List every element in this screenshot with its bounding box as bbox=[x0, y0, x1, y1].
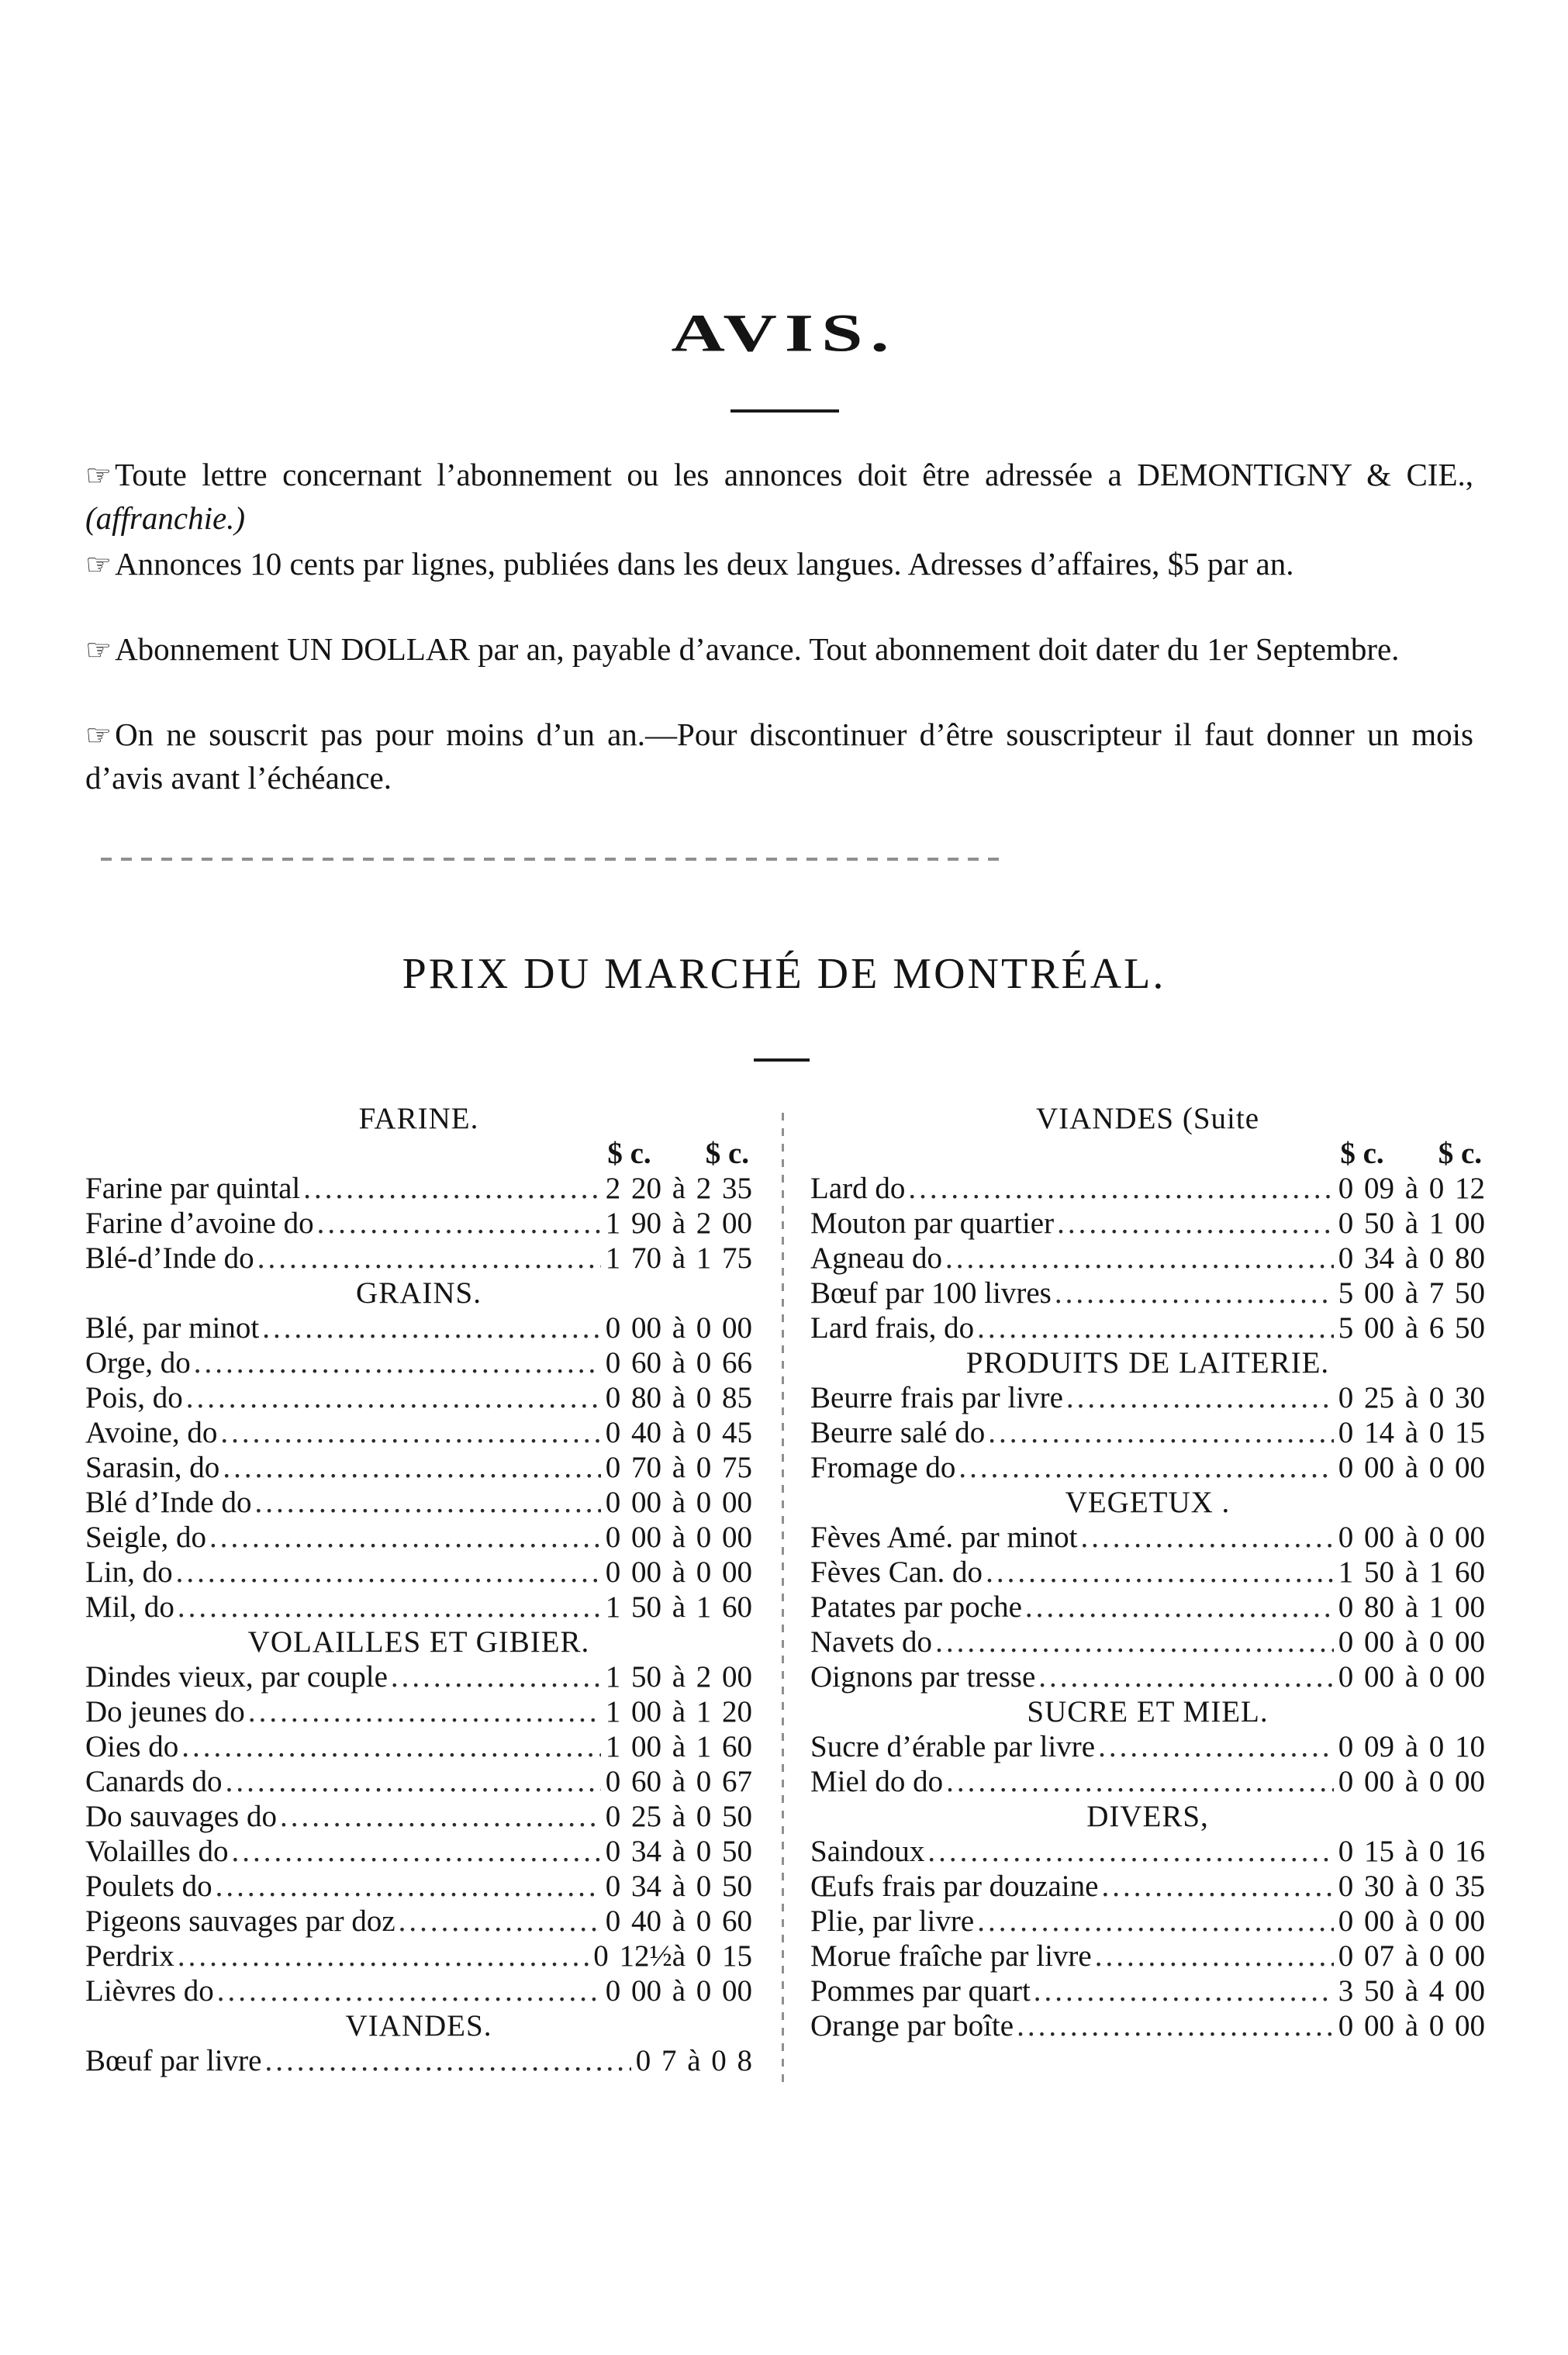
price-row bbox=[810, 1310, 1485, 1345]
item-label: Fromage do bbox=[810, 1451, 956, 1484]
dot-leader bbox=[986, 1555, 1334, 1590]
item-label: Farine par quintal bbox=[85, 1172, 301, 1205]
dot-leader bbox=[217, 1973, 601, 2008]
item-label: Seigle, do bbox=[85, 1521, 206, 1554]
dot-leader bbox=[1066, 1380, 1334, 1415]
price-row bbox=[85, 1694, 752, 1729]
price-row bbox=[810, 1764, 1485, 1799]
item-label: Canards do bbox=[85, 1765, 223, 1798]
item-label: Sucre d’érable par livre bbox=[810, 1730, 1096, 1763]
dot-leader bbox=[1101, 1869, 1333, 1904]
dot-leader bbox=[178, 1939, 589, 1973]
dot-leader bbox=[977, 1904, 1334, 1939]
dot-leader bbox=[1038, 1659, 1333, 1694]
item-price: 0 07 à 0 00 bbox=[1338, 1939, 1485, 1973]
price-row bbox=[85, 1415, 752, 1450]
item-price: 1 90 à 2 00 bbox=[605, 1207, 752, 1240]
dot-leader bbox=[223, 1450, 600, 1485]
price-row bbox=[85, 1764, 752, 1799]
item-price: 0 70 à 0 75 bbox=[605, 1451, 752, 1484]
price-row bbox=[85, 1904, 752, 1939]
price-row bbox=[810, 1241, 1485, 1276]
publisher-name: DEMONTIGNY & CIE., bbox=[1137, 457, 1474, 492]
price-row bbox=[810, 2008, 1485, 2043]
price-row bbox=[85, 1310, 752, 1345]
dot-leader bbox=[186, 1380, 601, 1415]
dot-leader bbox=[1025, 1590, 1334, 1625]
item-label: Dindes vieux, par couple bbox=[85, 1660, 388, 1694]
item-label: Patates par poche bbox=[810, 1590, 1022, 1624]
item-price: 5 00 à 6 50 bbox=[1338, 1311, 1485, 1345]
price-row bbox=[85, 1485, 752, 1520]
section-heading: VIANDES (Suite bbox=[1035, 1102, 1260, 1135]
item-label: Farine d’avoine do bbox=[85, 1207, 314, 1240]
section-heading: PRODUITS DE LAITERIE. bbox=[965, 1346, 1330, 1380]
item-price: 0 12½à 0 15 bbox=[593, 1939, 752, 1973]
avis-text: Annonces 10 cents par lignes, publiées dans les deux langues. Adresses d’affaires, $5 par an. bbox=[115, 546, 1294, 582]
dot-leader bbox=[1080, 1520, 1333, 1555]
section-heading: VOLAILLES ET GIBIER. bbox=[247, 1625, 590, 1659]
item-price: 0 00 à 0 00 bbox=[1338, 1451, 1485, 1484]
price-row bbox=[810, 1380, 1485, 1415]
item-price: 0 40 à 0 60 bbox=[605, 1904, 752, 1938]
item-price: 0 25 à 0 50 bbox=[605, 1800, 752, 1833]
price-row bbox=[810, 1904, 1485, 1939]
dot-leader bbox=[226, 1764, 601, 1799]
item-label: Agneau do bbox=[810, 1241, 943, 1275]
item-label: Sarasin, do bbox=[85, 1451, 220, 1484]
item-price: 0 00 à 0 00 bbox=[1338, 1765, 1485, 1798]
dot-leader bbox=[1095, 1939, 1334, 1973]
avis-paragraph-cancellation bbox=[85, 713, 1473, 799]
item-price: 1 00 à 1 60 bbox=[605, 1730, 752, 1763]
item-label: Fèves Can. do bbox=[810, 1556, 983, 1589]
price-row bbox=[85, 1973, 752, 2008]
dot-leader bbox=[908, 1171, 1333, 1206]
item-price: 0 34 à 0 50 bbox=[605, 1870, 752, 1903]
dot-leader bbox=[220, 1415, 600, 1450]
dot-leader bbox=[303, 1171, 600, 1206]
dot-leader bbox=[280, 1799, 601, 1834]
item-price: 0 34 à 0 50 bbox=[605, 1835, 752, 1868]
price-row bbox=[810, 1520, 1485, 1555]
price-row bbox=[85, 1834, 752, 1869]
dot-leader bbox=[181, 1729, 600, 1764]
price-row bbox=[810, 1276, 1485, 1310]
item-price: 0 00 à 0 00 bbox=[1338, 1625, 1485, 1659]
price-row bbox=[85, 1241, 752, 1276]
item-label: Perdrix bbox=[85, 1939, 174, 1973]
dot-leader bbox=[1057, 1206, 1334, 1241]
price-row bbox=[810, 1659, 1485, 1694]
item-label: Bœuf par livre bbox=[85, 2044, 262, 2077]
item-price: 1 50 à 1 60 bbox=[1338, 1556, 1485, 1589]
item-label: Lin, do bbox=[85, 1556, 173, 1589]
section-heading: DIVERS, bbox=[1086, 1800, 1209, 1833]
item-price: 0 25 à 0 30 bbox=[1338, 1381, 1485, 1414]
item-label: Beurre frais par livre bbox=[810, 1381, 1063, 1414]
column-separator bbox=[782, 1113, 784, 2086]
dotted-divider bbox=[101, 858, 1008, 861]
item-price: 0 34 à 0 80 bbox=[1338, 1241, 1485, 1275]
item-price: 0 00 à 0 00 bbox=[605, 1486, 752, 1519]
price-row bbox=[85, 1555, 752, 1590]
item-price: 0 00 à 0 00 bbox=[1338, 2009, 1485, 2042]
price-row bbox=[85, 1799, 752, 1834]
item-price: 0 00 à 0 00 bbox=[605, 1974, 752, 2008]
pointing-hand-icon: ☞ bbox=[85, 460, 112, 492]
dot-leader bbox=[254, 1485, 600, 1520]
item-price: 0 60 à 0 67 bbox=[605, 1765, 752, 1798]
item-label: Blé, par minot bbox=[85, 1311, 260, 1345]
price-row bbox=[85, 1520, 752, 1555]
avis-paragraph-advertising bbox=[85, 543, 1473, 586]
item-price: 0 09 à 0 12 bbox=[1338, 1172, 1485, 1205]
item-label: Navets do bbox=[810, 1625, 933, 1659]
item-price: 0 14 à 0 15 bbox=[1338, 1416, 1485, 1449]
item-price: 0 15 à 0 16 bbox=[1338, 1835, 1485, 1868]
pointing-hand-icon: ☞ bbox=[85, 720, 112, 752]
price-row bbox=[810, 1555, 1485, 1590]
dot-leader bbox=[1034, 1973, 1334, 2008]
item-price: 1 50 à 1 60 bbox=[605, 1590, 752, 1624]
item-price: 0 7 à 0 8 bbox=[635, 2044, 752, 2077]
item-price: 0 50 à 1 00 bbox=[1338, 1207, 1485, 1240]
price-row bbox=[810, 1415, 1485, 1450]
price-row bbox=[85, 1869, 752, 1904]
dot-leader bbox=[317, 1206, 601, 1241]
price-row bbox=[85, 1450, 752, 1485]
price-row bbox=[810, 1590, 1485, 1625]
price-row bbox=[85, 1380, 752, 1415]
postage-note: (affranchie.) bbox=[85, 500, 246, 536]
item-label: Pois, do bbox=[85, 1381, 183, 1414]
section-heading: GRAINS. bbox=[356, 1276, 482, 1310]
item-price: 0 00 à 0 00 bbox=[1338, 1521, 1485, 1554]
item-label: Plie, par livre bbox=[810, 1904, 975, 1938]
price-column-left bbox=[85, 1101, 752, 2078]
dot-leader bbox=[1055, 1276, 1334, 1310]
item-label: Mouton par quartier bbox=[810, 1207, 1055, 1240]
item-price: 3 50 à 4 00 bbox=[1338, 1974, 1485, 2008]
pointing-hand-icon: ☞ bbox=[85, 549, 112, 582]
item-price: 0 80 à 1 00 bbox=[1338, 1590, 1485, 1624]
dot-leader bbox=[194, 1345, 601, 1380]
item-label: Orge, do bbox=[85, 1346, 191, 1380]
avis-paragraph-subscription-letters bbox=[85, 454, 1473, 539]
item-price: 5 00 à 7 50 bbox=[1338, 1276, 1485, 1310]
title-rule bbox=[730, 409, 839, 413]
item-price: 0 30 à 0 35 bbox=[1338, 1870, 1485, 1903]
pointing-hand-icon: ☞ bbox=[85, 634, 112, 667]
price-row bbox=[810, 1450, 1485, 1485]
item-label: Fèves Amé. par minot bbox=[810, 1521, 1078, 1554]
item-label: Orange par boîte bbox=[810, 2009, 1014, 2042]
item-label: Do jeunes do bbox=[85, 1695, 245, 1728]
price-row bbox=[810, 1171, 1485, 1206]
price-row bbox=[810, 1206, 1485, 1241]
item-price: 0 80 à 0 85 bbox=[605, 1381, 752, 1414]
avis-title: AVIS. bbox=[671, 302, 897, 363]
dot-leader bbox=[988, 1415, 1333, 1450]
item-label: Bœuf par 100 livres bbox=[810, 1276, 1052, 1310]
item-price: 1 70 à 1 75 bbox=[605, 1241, 752, 1275]
item-label: Pommes par quart bbox=[810, 1974, 1031, 2008]
item-label: Œufs frais par douzaine bbox=[810, 1870, 1099, 1903]
item-label: Lard do bbox=[810, 1172, 906, 1205]
item-label: Oignons par tresse bbox=[810, 1660, 1036, 1694]
avis-text: On ne souscrit pas pour moins d’un an.—Pour discontinuer d’être souscripteur il faut donner un mois d’avis avant l’échéance. bbox=[85, 717, 1473, 796]
item-price: 0 09 à 0 10 bbox=[1338, 1730, 1485, 1763]
item-label: Oies do bbox=[85, 1730, 179, 1763]
item-price: 0 00 à 0 00 bbox=[1338, 1660, 1485, 1694]
item-label: Morue fraîche par livre bbox=[810, 1939, 1092, 1973]
dot-leader bbox=[399, 1904, 601, 1939]
price-row bbox=[85, 1345, 752, 1380]
item-label: Lard frais, do bbox=[810, 1311, 975, 1345]
avis-text: Toute lettre concernant l’abonnement ou les annonces doit être adressée a bbox=[115, 457, 1138, 492]
units-label: $ c. bbox=[705, 1137, 749, 1170]
item-label: Miel do do bbox=[810, 1765, 944, 1798]
price-row bbox=[85, 1659, 752, 1694]
item-price: 0 60 à 0 66 bbox=[605, 1346, 752, 1380]
dot-leader bbox=[946, 1764, 1334, 1799]
item-label: Blé d’Inde do bbox=[85, 1486, 252, 1519]
item-price: 0 40 à 0 45 bbox=[605, 1416, 752, 1449]
price-row bbox=[85, 1206, 752, 1241]
item-label: Beurre salé do bbox=[810, 1416, 986, 1449]
avis-paragraph-subscription-price bbox=[85, 628, 1473, 672]
section-heading: SUCRE ET MIEL. bbox=[1027, 1695, 1269, 1728]
price-row bbox=[85, 1171, 752, 1206]
dot-leader bbox=[257, 1241, 601, 1276]
item-label: Blé-d’Inde do bbox=[85, 1241, 254, 1275]
section-heading: FARINE. bbox=[358, 1102, 479, 1135]
price-row bbox=[810, 1729, 1485, 1764]
units-label: $ c. bbox=[1438, 1137, 1482, 1170]
item-price: 0 00 à 0 00 bbox=[1338, 1904, 1485, 1938]
price-row bbox=[810, 1939, 1485, 1973]
dot-leader bbox=[945, 1241, 1334, 1276]
price-row bbox=[85, 2043, 752, 2078]
dot-leader bbox=[935, 1625, 1334, 1659]
dot-leader bbox=[262, 1310, 600, 1345]
section-heading: VIANDES. bbox=[345, 2009, 492, 2042]
units-header bbox=[85, 1136, 752, 1171]
item-price: 0 00 à 0 00 bbox=[605, 1556, 752, 1589]
price-column-right bbox=[810, 1101, 1485, 2043]
item-price: 2 20 à 2 35 bbox=[605, 1172, 752, 1205]
price-row bbox=[810, 1869, 1485, 1904]
dot-leader bbox=[1017, 2008, 1334, 2043]
dot-leader bbox=[178, 1590, 601, 1625]
dot-leader bbox=[927, 1834, 1333, 1869]
price-row bbox=[85, 1939, 752, 1973]
dot-leader bbox=[958, 1450, 1333, 1485]
item-label: Poulets do bbox=[85, 1870, 212, 1903]
price-row bbox=[810, 1625, 1485, 1659]
item-price: 1 50 à 2 00 bbox=[605, 1660, 752, 1694]
dot-leader bbox=[232, 1834, 601, 1869]
item-label: Avoine, do bbox=[85, 1416, 218, 1449]
price-row bbox=[810, 1834, 1485, 1869]
dot-leader bbox=[248, 1694, 601, 1729]
price-row bbox=[85, 1590, 752, 1625]
units-header bbox=[810, 1136, 1485, 1171]
price-row bbox=[85, 1729, 752, 1764]
item-price: 0 00 à 0 00 bbox=[605, 1311, 752, 1345]
item-label: Volailles do bbox=[85, 1835, 229, 1868]
market-title: PRIX DU MARCHÉ DE MONTRÉAL. bbox=[402, 950, 1166, 998]
avis-text: Abonnement UN DOLLAR par an, payable d’avance. Tout abonnement doit dater du 1er Septembre. bbox=[115, 631, 1400, 667]
item-label: Lièvres do bbox=[85, 1974, 214, 2008]
dot-leader bbox=[264, 2043, 630, 2078]
dot-leader bbox=[216, 1869, 601, 1904]
dot-leader bbox=[977, 1310, 1334, 1345]
item-label: Pigeons sauvages par doz bbox=[85, 1904, 395, 1938]
market-title-rule bbox=[754, 1058, 810, 1062]
units-label: $ c. bbox=[1340, 1137, 1384, 1170]
item-label: Do sauvages do bbox=[85, 1800, 277, 1833]
item-price: 0 00 à 0 00 bbox=[605, 1521, 752, 1554]
dot-leader bbox=[391, 1659, 601, 1694]
dot-leader bbox=[1098, 1729, 1334, 1764]
item-price: 1 00 à 1 20 bbox=[605, 1695, 752, 1728]
units-label: $ c. bbox=[607, 1137, 651, 1170]
dot-leader bbox=[176, 1555, 601, 1590]
item-label: Mil, do bbox=[85, 1590, 174, 1624]
dot-leader bbox=[209, 1520, 601, 1555]
price-row bbox=[810, 1973, 1485, 2008]
section-heading: VEGETUX . bbox=[1065, 1486, 1231, 1519]
item-label: Saindoux bbox=[810, 1835, 925, 1868]
